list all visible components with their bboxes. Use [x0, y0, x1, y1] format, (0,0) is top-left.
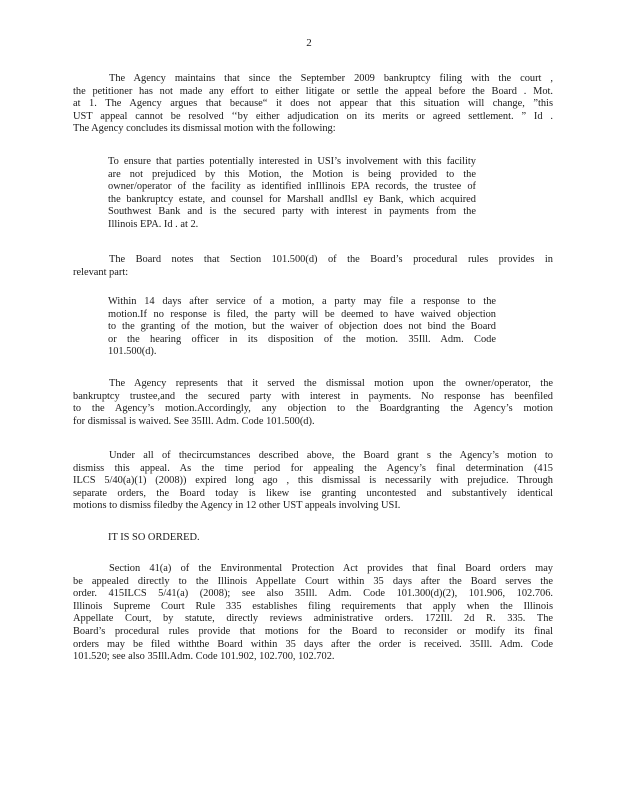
text-line: bankruptcy trustee,and the secured party with interest in payments. No response has beenfiled	[73, 390, 553, 402]
text-line: To ensure that parties potentially interested in USI’s involvement with this facility	[108, 156, 476, 167]
text-line: Within 14 days after service of a motion, a party may file a response to the	[108, 296, 496, 307]
text-line: the bankruptcy estate, and counsel for Marshall andIlsl ey Bank, which acquired	[108, 193, 476, 205]
text-line: Illinois Supreme Court Rule 335 establishes filing requirements that apply when the Illinois	[73, 600, 553, 612]
text-line: ILCS 5/40(a)(1) (2008)) expired long ago , this dismissal is necessarily with prejudice. Through	[73, 475, 553, 487]
paragraph-board-notes	[73, 254, 553, 279]
text-line: The Agency maintains that since the September 2009 bankruptcy filing with the court ,	[109, 73, 553, 84]
text-line: Under all of thecircumstances described above, the Board grant s the Agency’s motion to	[109, 450, 553, 461]
text-line: owner/operator of the facility as identified inIllinois EPA records, the trustee of	[108, 181, 476, 193]
text-line: to the Agency’s motion.Accordingly, any objection to the Boardgranting the Agency’s motion	[73, 403, 553, 415]
text-line: 101.500(d).	[108, 346, 157, 358]
text-line: motions to dismiss filedby the Agency in 12 other UST appeals involving USI.	[73, 500, 401, 512]
text-line: relevant part:	[73, 266, 129, 278]
block-quote-rule	[108, 296, 496, 359]
text-line: Illinois EPA. Id . at 2.	[108, 218, 199, 230]
paragraph-agency-represents	[73, 378, 553, 428]
paragraph-agency-maintains	[73, 73, 553, 136]
text-line: Southwest Bank and is the secured party with interest in payments from the	[108, 206, 476, 218]
text-line: 101.520; see also 35Ill.Adm. Code 101.902, 102.700, 102.702.	[73, 651, 335, 663]
text-line: at 1. The Agency argues that because“ it does not appear that this situation will change, ”this	[73, 98, 553, 110]
text-line: dismiss this appeal. As the time period for appealing the Agency’s final determination (415	[73, 462, 553, 474]
text-line: the petitioner has not made any effort to either litigate or settle the appeal before the Board . Mot.	[73, 85, 553, 97]
so-ordered-heading	[108, 532, 308, 545]
text-line: IT IS SO ORDERED.	[108, 532, 200, 543]
text-line: The Agency represents that it served the dismissal motion upon the owner/operator, the	[109, 378, 553, 389]
text-line: be appealed directly to the Illinois Appellate Court within 35 days after the Board serves the	[73, 575, 553, 587]
text-line: orders may be filed withthe Board within 35 days after the order is received. 35Ill. Adm. Code	[73, 638, 553, 650]
text-line: for dismissal is waived. See 35Ill. Adm. Code 101.500(d).	[73, 415, 315, 427]
text-line: Board’s procedural rules provide that motions for the Board to reconsider or modify its final	[73, 625, 553, 637]
text-line: separate orders, the Board today is likew ise granting uncontested and substantively identical	[73, 487, 553, 499]
text-line: Appellate Court, by statute, directly reviews administrative orders. 172Ill. 2d R. 335. The	[73, 613, 553, 625]
text-line: Section 41(a) of the Environmental Protection Act provides that final Board orders may	[109, 563, 553, 574]
text-line: The Agency concludes its dismissal motion with the following:	[73, 123, 336, 135]
paragraph-appeal-rights	[73, 563, 553, 664]
paragraph-under-all-circumstances	[73, 450, 553, 513]
text-line: are not prejudiced by this Motion, the Motion is being provided to the	[108, 168, 476, 180]
text-line: or the hearing officer in its disposition of the motion. 35Ill. Adm. Code	[108, 333, 496, 345]
text-line: The Board notes that Section 101.500(d) of the Board’s procedural rules provides in	[109, 254, 553, 265]
text-line: order. 415ILCS 5/41(a) (2008); see also 35Ill. Adm. Code 101.300(d)(2), 101.906, 102.706.	[73, 588, 553, 600]
text-line: motion.If no response is filed, the party will be deemed to have waived objection	[108, 308, 496, 320]
page-number: 2	[306, 37, 312, 49]
text-line: to the granting of the motion, but the waiver of objection does not bind the Board	[108, 321, 496, 333]
block-quote-motion	[108, 156, 476, 232]
text-line: UST appeal cannot be resolved ‘‘by either adjudication on its merits or agreed settlement. ” Id .	[73, 110, 553, 122]
